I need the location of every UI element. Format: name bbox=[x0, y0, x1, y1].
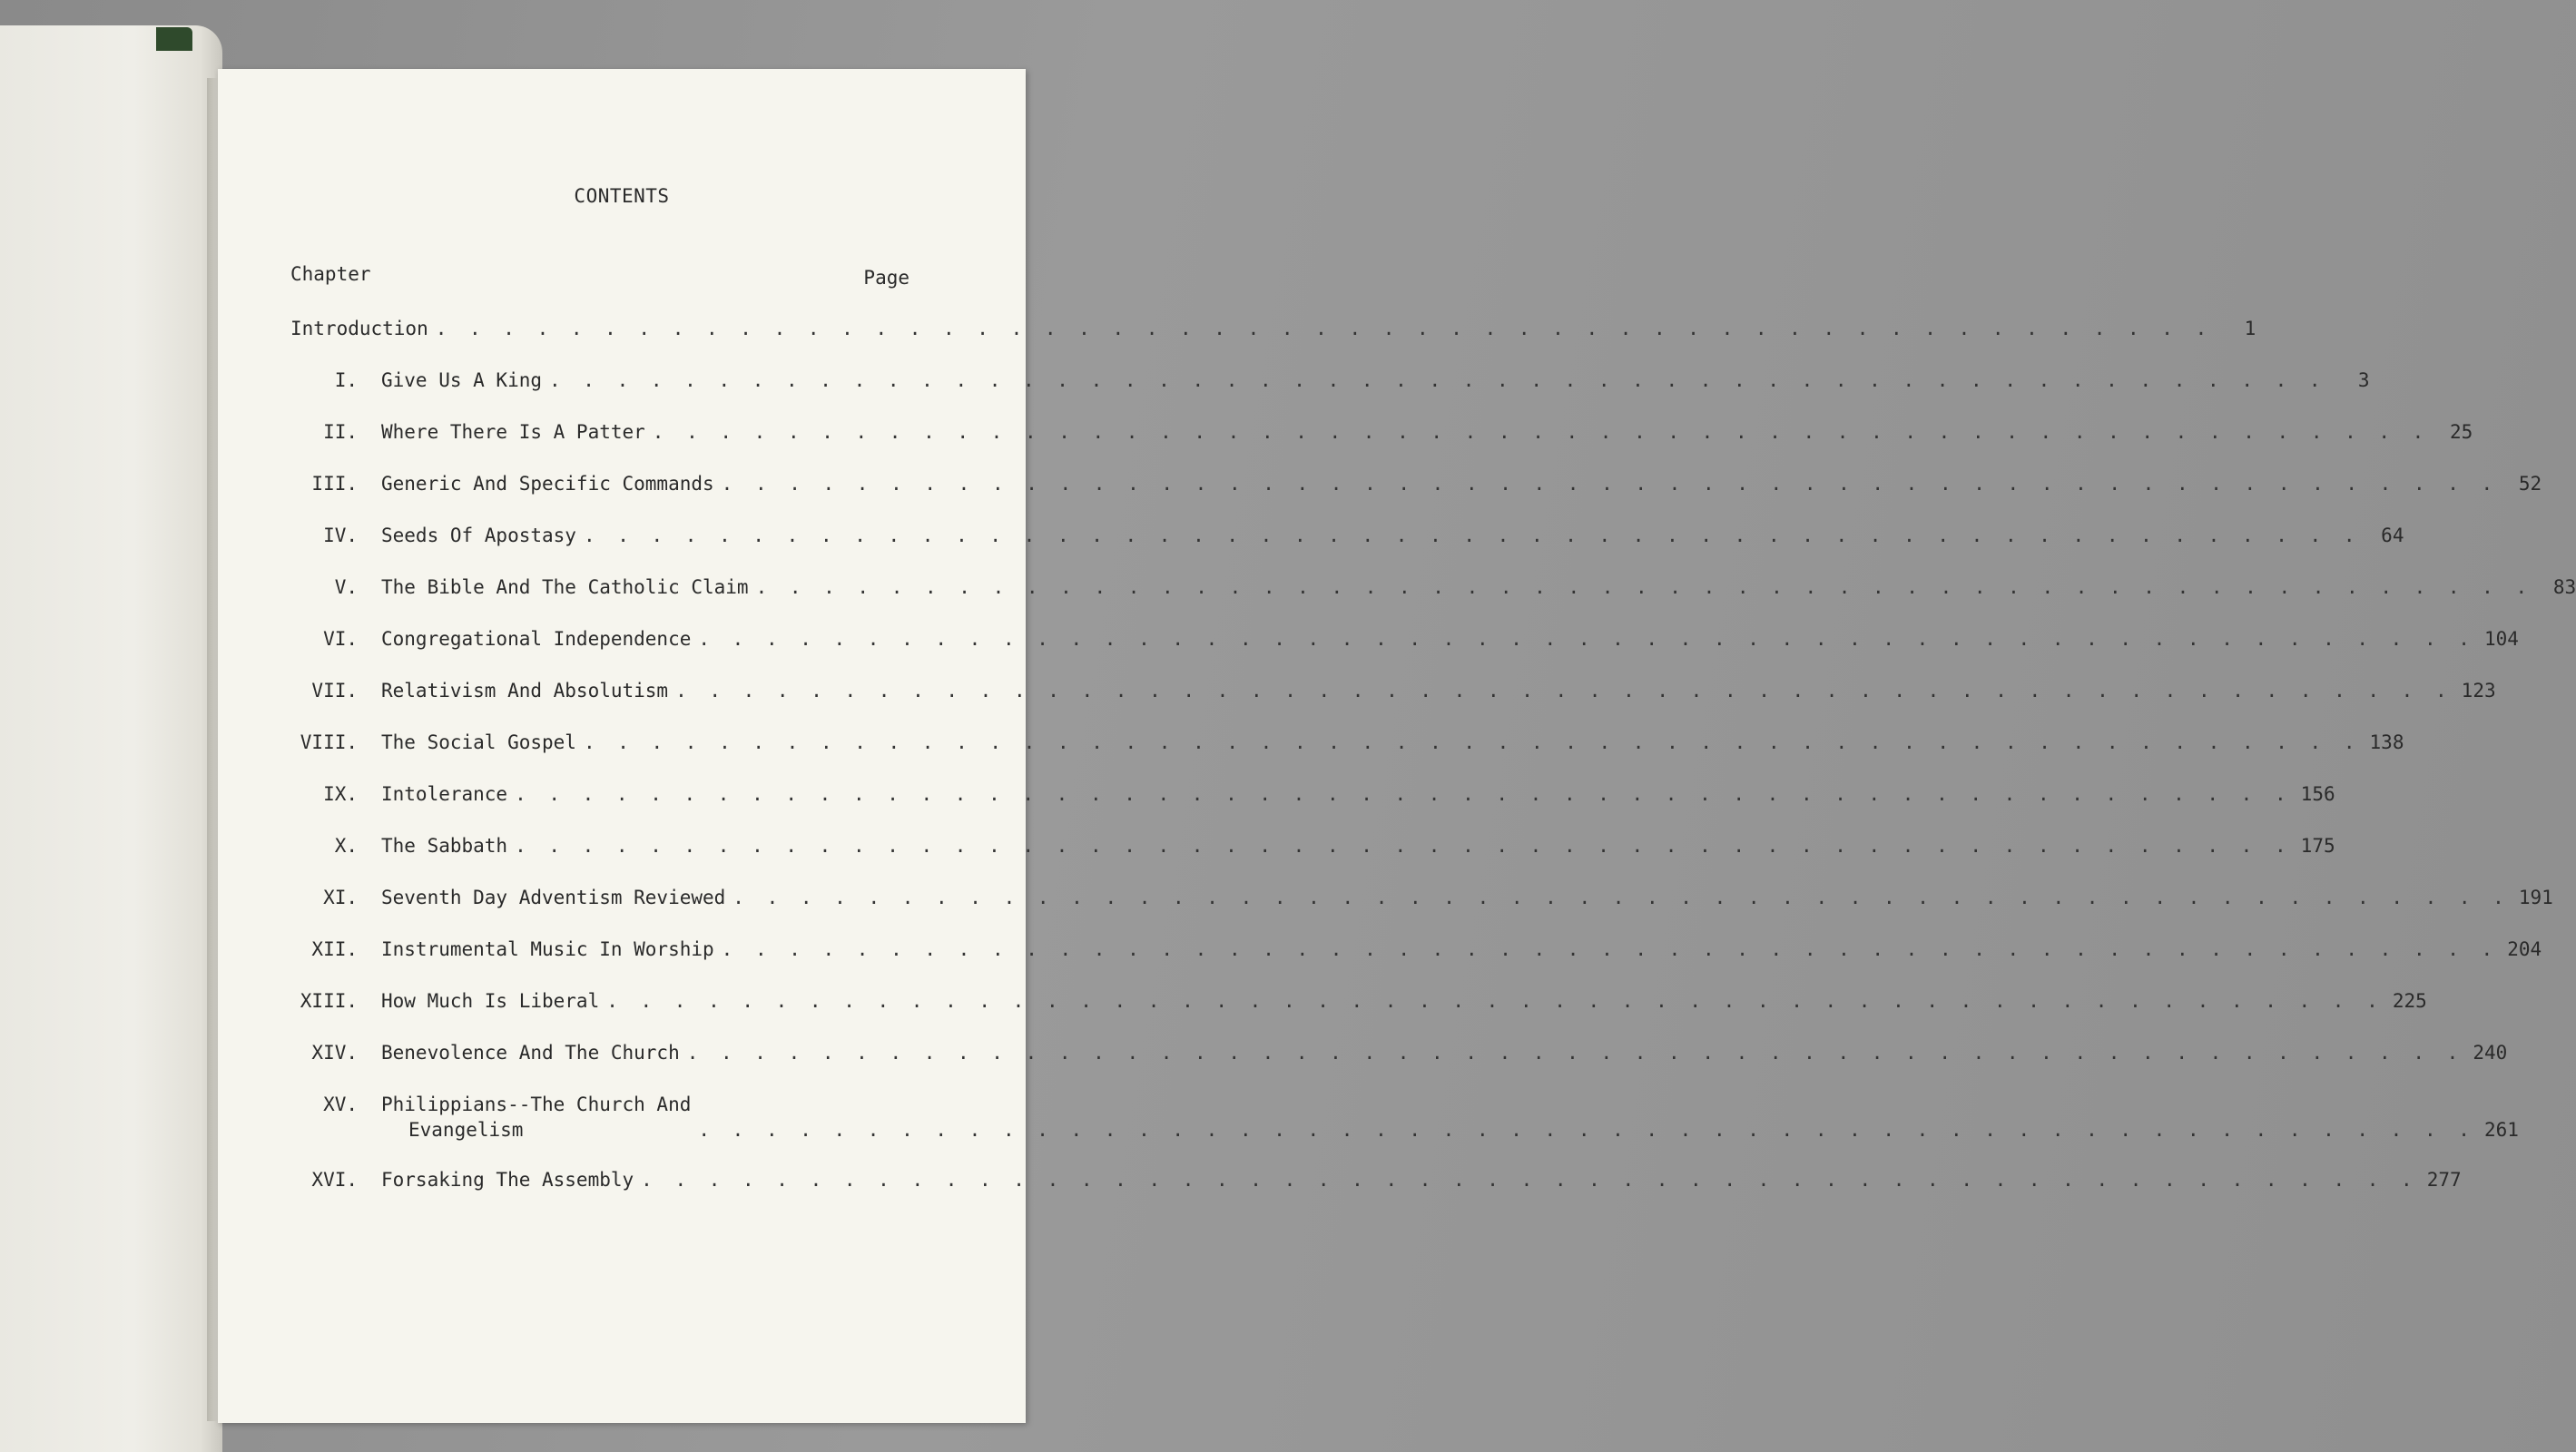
chapter-title: How Much Is Liberal bbox=[381, 990, 600, 1012]
dot-leader bbox=[722, 937, 2499, 962]
contents-list bbox=[290, 316, 2576, 1219]
dot-leader bbox=[549, 368, 2326, 393]
page-number: 138 bbox=[2369, 731, 2404, 753]
chapter-number: XI. bbox=[323, 887, 358, 908]
chapter-title: Seeds Of Apostasy bbox=[381, 525, 576, 546]
page-number: 277 bbox=[2426, 1169, 2462, 1191]
page-number: 1 bbox=[2244, 318, 2256, 339]
book-spine-cloth bbox=[156, 27, 192, 51]
toc-entry bbox=[290, 1167, 2462, 1219]
chapter-number: VII. bbox=[311, 680, 358, 701]
chapter-number: XV. bbox=[323, 1094, 358, 1115]
toc-entry bbox=[290, 626, 2519, 678]
chapter-title: Instrumental Music In Worship bbox=[381, 938, 714, 960]
dot-leader bbox=[698, 626, 2475, 652]
chapter-number: IV. bbox=[323, 525, 358, 546]
chapter-number: X. bbox=[334, 835, 358, 857]
toc-entry bbox=[290, 781, 2335, 833]
toc-entry bbox=[290, 574, 2576, 626]
dot-leader bbox=[698, 1117, 2475, 1143]
chapter-column-header: Chapter bbox=[290, 263, 371, 285]
chapter-title: The Bible And The Catholic Claim bbox=[381, 576, 749, 598]
dot-leader bbox=[722, 471, 2499, 496]
page-column-header: Page bbox=[863, 267, 909, 289]
chapter-number: III. bbox=[311, 473, 358, 495]
chapter-title: Benevolence And The Church bbox=[381, 1042, 680, 1064]
chapter-title: Forsaking The Assembly bbox=[381, 1169, 634, 1191]
page-number: 204 bbox=[2507, 938, 2542, 960]
toc-entry bbox=[290, 1040, 2508, 1092]
chapter-number: V. bbox=[334, 576, 358, 598]
dot-leader bbox=[756, 574, 2533, 600]
chapter-title: The Sabbath bbox=[381, 835, 508, 857]
toc-entry bbox=[290, 523, 2404, 574]
toc-entry bbox=[290, 419, 2473, 471]
toc-entry bbox=[290, 678, 2496, 730]
toc-entry bbox=[290, 885, 2553, 937]
chapter-title: Seventh Day Adventism Reviewed bbox=[381, 887, 726, 908]
toc-entry bbox=[290, 471, 2542, 523]
toc-entry bbox=[290, 937, 2542, 988]
toc-entry bbox=[290, 1092, 2519, 1167]
page-number: 123 bbox=[2461, 680, 2496, 701]
dot-leader bbox=[641, 1167, 2418, 1192]
toc-entry bbox=[290, 833, 2335, 885]
left-page bbox=[0, 25, 222, 1452]
chapter-number: XII. bbox=[311, 938, 358, 960]
dot-leader bbox=[687, 1040, 2464, 1065]
toc-entry bbox=[290, 368, 2370, 419]
chapter-number: II. bbox=[323, 421, 358, 443]
page-number: 191 bbox=[2518, 887, 2553, 908]
chapter-title-line2: Evangelism bbox=[408, 1119, 524, 1141]
chapter-number: XIV. bbox=[311, 1042, 358, 1064]
page-number: 52 bbox=[2518, 473, 2542, 495]
page-title: CONTENTS bbox=[574, 185, 670, 207]
chapter-number: XVI. bbox=[311, 1169, 358, 1191]
page-number: 225 bbox=[2392, 990, 2427, 1012]
dot-leader bbox=[606, 988, 2384, 1014]
chapter-title: Congregational Independence bbox=[381, 628, 692, 650]
page-number: 83 bbox=[2552, 576, 2576, 598]
dot-leader bbox=[515, 833, 2292, 858]
page-number: 64 bbox=[2381, 525, 2404, 546]
toc-entry bbox=[290, 988, 2427, 1040]
page-number: 3 bbox=[2357, 369, 2370, 391]
dot-leader bbox=[584, 730, 2361, 755]
contents-page bbox=[218, 69, 2576, 1423]
chapter-title: Where There Is A Patter bbox=[381, 421, 645, 443]
chapter-number: XIII. bbox=[300, 990, 358, 1012]
page-number: 175 bbox=[2300, 835, 2335, 857]
chapter-number: IX. bbox=[323, 783, 358, 805]
chapter-title: Introduction bbox=[290, 318, 428, 339]
chapter-title: Intolerance bbox=[381, 783, 508, 805]
page-number: 261 bbox=[2483, 1119, 2519, 1141]
dot-leader bbox=[584, 523, 2361, 548]
chapter-title: Give Us A King bbox=[381, 369, 543, 391]
chapter-title: Relativism And Absolutism bbox=[381, 680, 669, 701]
chapter-title: Generic And Specific Commands bbox=[381, 473, 714, 495]
chapter-number: VI. bbox=[323, 628, 358, 650]
page-number: 156 bbox=[2300, 783, 2335, 805]
dot-leader bbox=[732, 885, 2510, 910]
page-number: 104 bbox=[2483, 628, 2519, 650]
toc-entry bbox=[290, 316, 2256, 368]
chapter-title: The Social Gospel bbox=[381, 731, 576, 753]
chapter-number: I. bbox=[334, 369, 358, 391]
dot-leader bbox=[675, 678, 2453, 703]
chapter-title: Philippians--The Church And bbox=[381, 1094, 692, 1115]
chapter-number: VIII. bbox=[300, 731, 358, 753]
dot-leader bbox=[653, 419, 2430, 445]
dot-leader bbox=[515, 781, 2292, 807]
dot-leader bbox=[436, 316, 2213, 341]
toc-entry bbox=[290, 730, 2404, 781]
page-number: 240 bbox=[2473, 1042, 2508, 1064]
page-number: 25 bbox=[2450, 421, 2473, 443]
